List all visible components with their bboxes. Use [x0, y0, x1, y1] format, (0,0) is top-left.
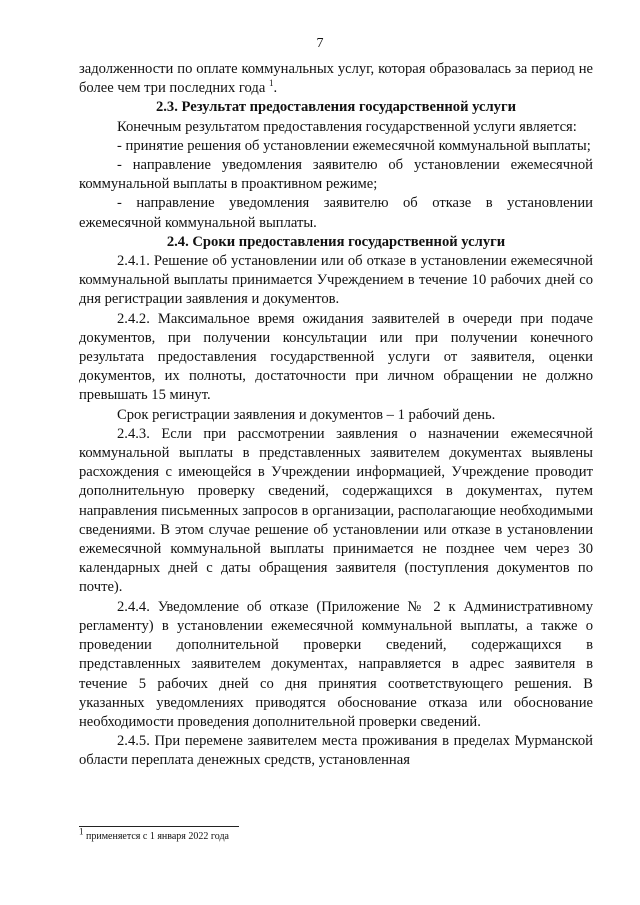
paragraph-2-4-5: 2.4.5. При перемене заявителем места проживания в пределах Мурманской области переплата денежных средств, установленная: [79, 733, 593, 769]
paragraph-result: Конечным результатом предоставления государственной услуги является:: [117, 118, 577, 135]
paragraph-2-4-2: 2.4.2. Максимальное время ожидания заявителей в очереди при подаче документов, при получении консультации или при получении конечного результата предоставления государственной услуги от заявителя, оценки документов, их полноты, достаточности при личном обращении не должно превышать 15 минут.: [79, 310, 593, 404]
footnote-text: применяется с 1 января 2022 года: [83, 831, 229, 842]
paragraph-2-4-3: 2.4.3. Если при рассмотрении заявления о назначении ежемесячной коммунальной выплаты в представленных заявителем документах выявлены расхождения с имеющейся в Учреждении информацией, Учреждение проводит дополнительную проверку сведений, содержащихся в документах, путем направления письменных запросов в организации, располагающие необходимыми сведениями. В этом случае решение об установлении или отказе в установлении ежемесячной коммунальной выплаты принимается не позднее чем через 30 календарных дней с даты обращения заявителя (поступления документов по почте).: [79, 425, 593, 596]
paragraph-registration-term: Срок регистрации заявления и документов – 1 рабочий день.: [117, 406, 496, 423]
footnote-reference[interactable]: 1: [269, 78, 274, 89]
footnote-marker: 1: [79, 826, 84, 837]
paragraph-intro: [79, 60, 593, 98]
list-item-decision: - принятие решения об установлении ежемесячной коммунальной выплаты;: [117, 137, 591, 154]
section-heading-2-4: 2.4. Сроки предоставления государственной услуги: [166, 233, 506, 250]
page-content: [79, 60, 593, 771]
section-heading-2-3: 2.3. Результат предоставления государственной услуги: [155, 99, 517, 116]
list-item-notice-establish: - направление уведомления заявителю об установлении ежемесячной коммунальной выплаты в проактивном режиме;: [79, 157, 593, 193]
paragraph-intro-end: .: [273, 80, 278, 97]
paragraph-2-4-4: 2.4.4. Уведомление об отказе (Приложение № 2 к Административному регламенту) в установлении ежемесячной коммунальной выплаты, а также о проведении дополнительной проверки сведений, содержащихся в представленных заявителем документах, направляется в адрес заявителя в течение 5 рабочих дней со дня принятия соответствующего решения. В указанных уведомлениях приводятся обоснование отказа или обоснование необходимости проведения дополнительной проверки сведений.: [79, 598, 593, 730]
paragraph-2-4-1: 2.4.1. Решение об установлении или об отказе в установлении ежемесячной коммунальной выплаты принимается Учреждением в течение 10 рабочих дней со дня регистрации заявления и документов.: [79, 253, 593, 308]
list-item-notice-refusal: - направление уведомления заявителю об отказе в установлении ежемесячной коммунальной выплаты.: [79, 195, 593, 231]
footnote: [79, 826, 229, 843]
footnote-divider: [79, 826, 239, 827]
paragraph-intro-text: задолженности по оплате коммунальных услуг, которая образовалась за период не более чем три последних года: [79, 61, 593, 97]
page-number: 7: [316, 36, 324, 51]
